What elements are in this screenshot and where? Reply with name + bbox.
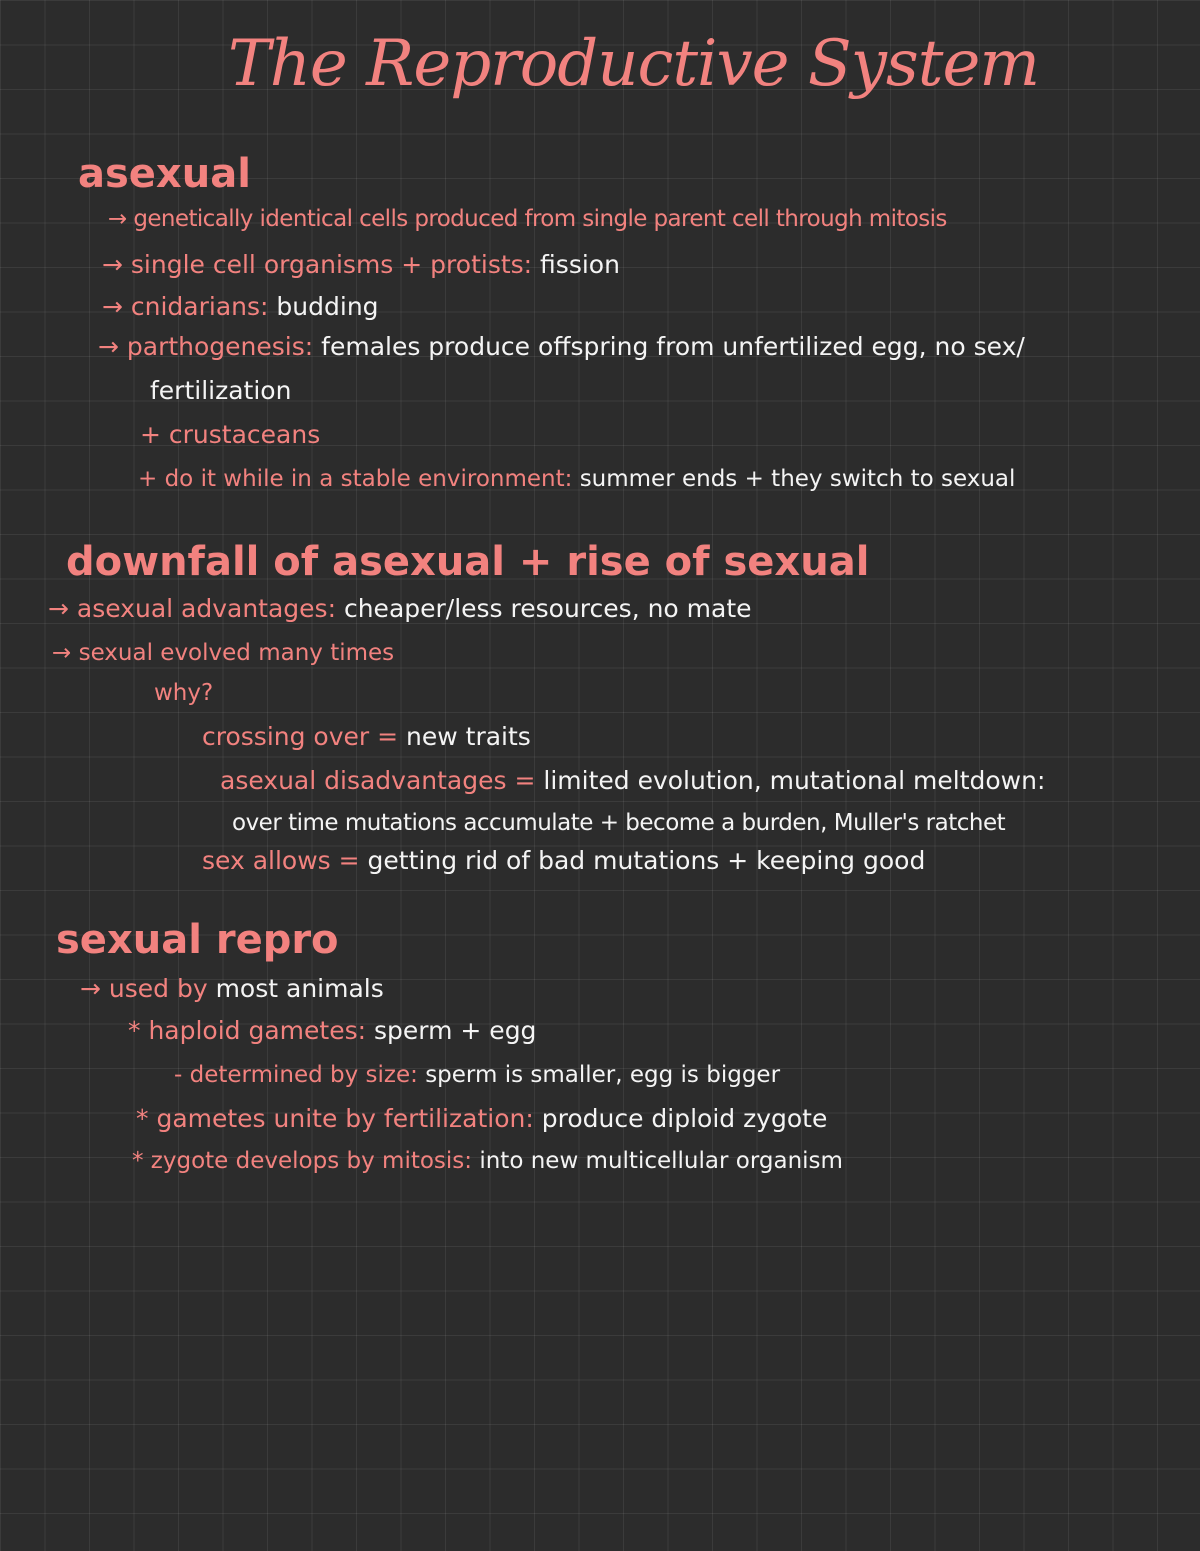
- sexual-line-2-label: * haploid gametes:: [128, 1016, 367, 1045]
- asexual-line-3-label: → cnidarians:: [102, 292, 269, 321]
- asexual-line-6: [138, 468, 1015, 491]
- asexual-line-4-continued: fertilization: [150, 376, 292, 405]
- downfall-line-6: over time mutations accumulate + become a burden, Muller's ratchet: [232, 810, 1006, 836]
- page-title: The Reproductive System: [228, 27, 1039, 101]
- downfall-line-3: why?: [154, 680, 214, 706]
- asexual-line-6-value: summer ends + they switch to sexual: [579, 466, 1016, 492]
- downfall-line-4-label: crossing over =: [202, 722, 399, 751]
- sexual-line-3-label: - determined by size:: [174, 1062, 418, 1088]
- sexual-line-5: [132, 1150, 843, 1173]
- asexual-line-4-value: females produce offspring from unfertilized egg, no sex/: [321, 332, 1025, 361]
- downfall-line-5-value: limited evolution, mutational meltdown:: [543, 766, 1046, 795]
- downfall-line-7-value: getting rid of bad mutations + keeping good: [367, 846, 926, 875]
- sexual-line-5-value: into new multicellular organism: [479, 1148, 843, 1174]
- downfall-line-1-label: → asexual advantages:: [48, 594, 337, 623]
- asexual-line-2-label: → single cell organisms + protists:: [102, 250, 533, 279]
- asexual-line-4: [98, 334, 1025, 359]
- asexual-line-4-label: → parthogenesis:: [98, 332, 314, 361]
- asexual-line-3-value: budding: [276, 292, 379, 321]
- downfall-line-4-value: new traits: [406, 722, 531, 751]
- asexual-line-6-label: + do it while in a stable environment:: [138, 466, 573, 492]
- heading-downfall: downfall of asexual + rise of sexual: [66, 539, 870, 585]
- sexual-line-4-value: produce diploid zygote: [541, 1104, 828, 1133]
- heading-asexual: asexual: [78, 151, 251, 197]
- downfall-line-1-value: cheaper/less resources, no mate: [343, 594, 752, 623]
- sexual-line-4-label: * gametes unite by fertilization:: [136, 1104, 534, 1133]
- downfall-line-7: [202, 848, 925, 873]
- asexual-line-2: [102, 252, 620, 277]
- sexual-line-2: [128, 1018, 536, 1043]
- downfall-line-5: [220, 768, 1045, 793]
- downfall-line-7-label: sex allows =: [202, 846, 360, 875]
- asexual-line-1: → genetically identical cells produced from single parent cell through mitosis: [108, 206, 947, 232]
- downfall-line-1: [48, 596, 752, 621]
- asexual-line-2-value: fission: [540, 250, 620, 279]
- asexual-line-3: [102, 294, 379, 319]
- heading-sexual-repro: sexual repro: [56, 917, 339, 963]
- sexual-line-4: [136, 1106, 827, 1131]
- sexual-line-2-value: sperm + egg: [374, 1016, 537, 1045]
- sexual-line-1-label: → used by: [80, 974, 208, 1003]
- downfall-line-4: [202, 724, 531, 749]
- sexual-line-3: [174, 1064, 780, 1087]
- sexual-line-1-value: most animals: [215, 974, 384, 1003]
- sexual-line-1: [80, 976, 384, 1001]
- asexual-line-5: + crustaceans: [140, 420, 321, 449]
- sexual-line-5-label: * zygote develops by mitosis:: [132, 1148, 473, 1174]
- sexual-line-3-value: sperm is smaller, egg is bigger: [425, 1062, 781, 1088]
- downfall-line-5-label: asexual disadvantages =: [220, 766, 536, 795]
- downfall-line-2: → sexual evolved many times: [52, 640, 395, 666]
